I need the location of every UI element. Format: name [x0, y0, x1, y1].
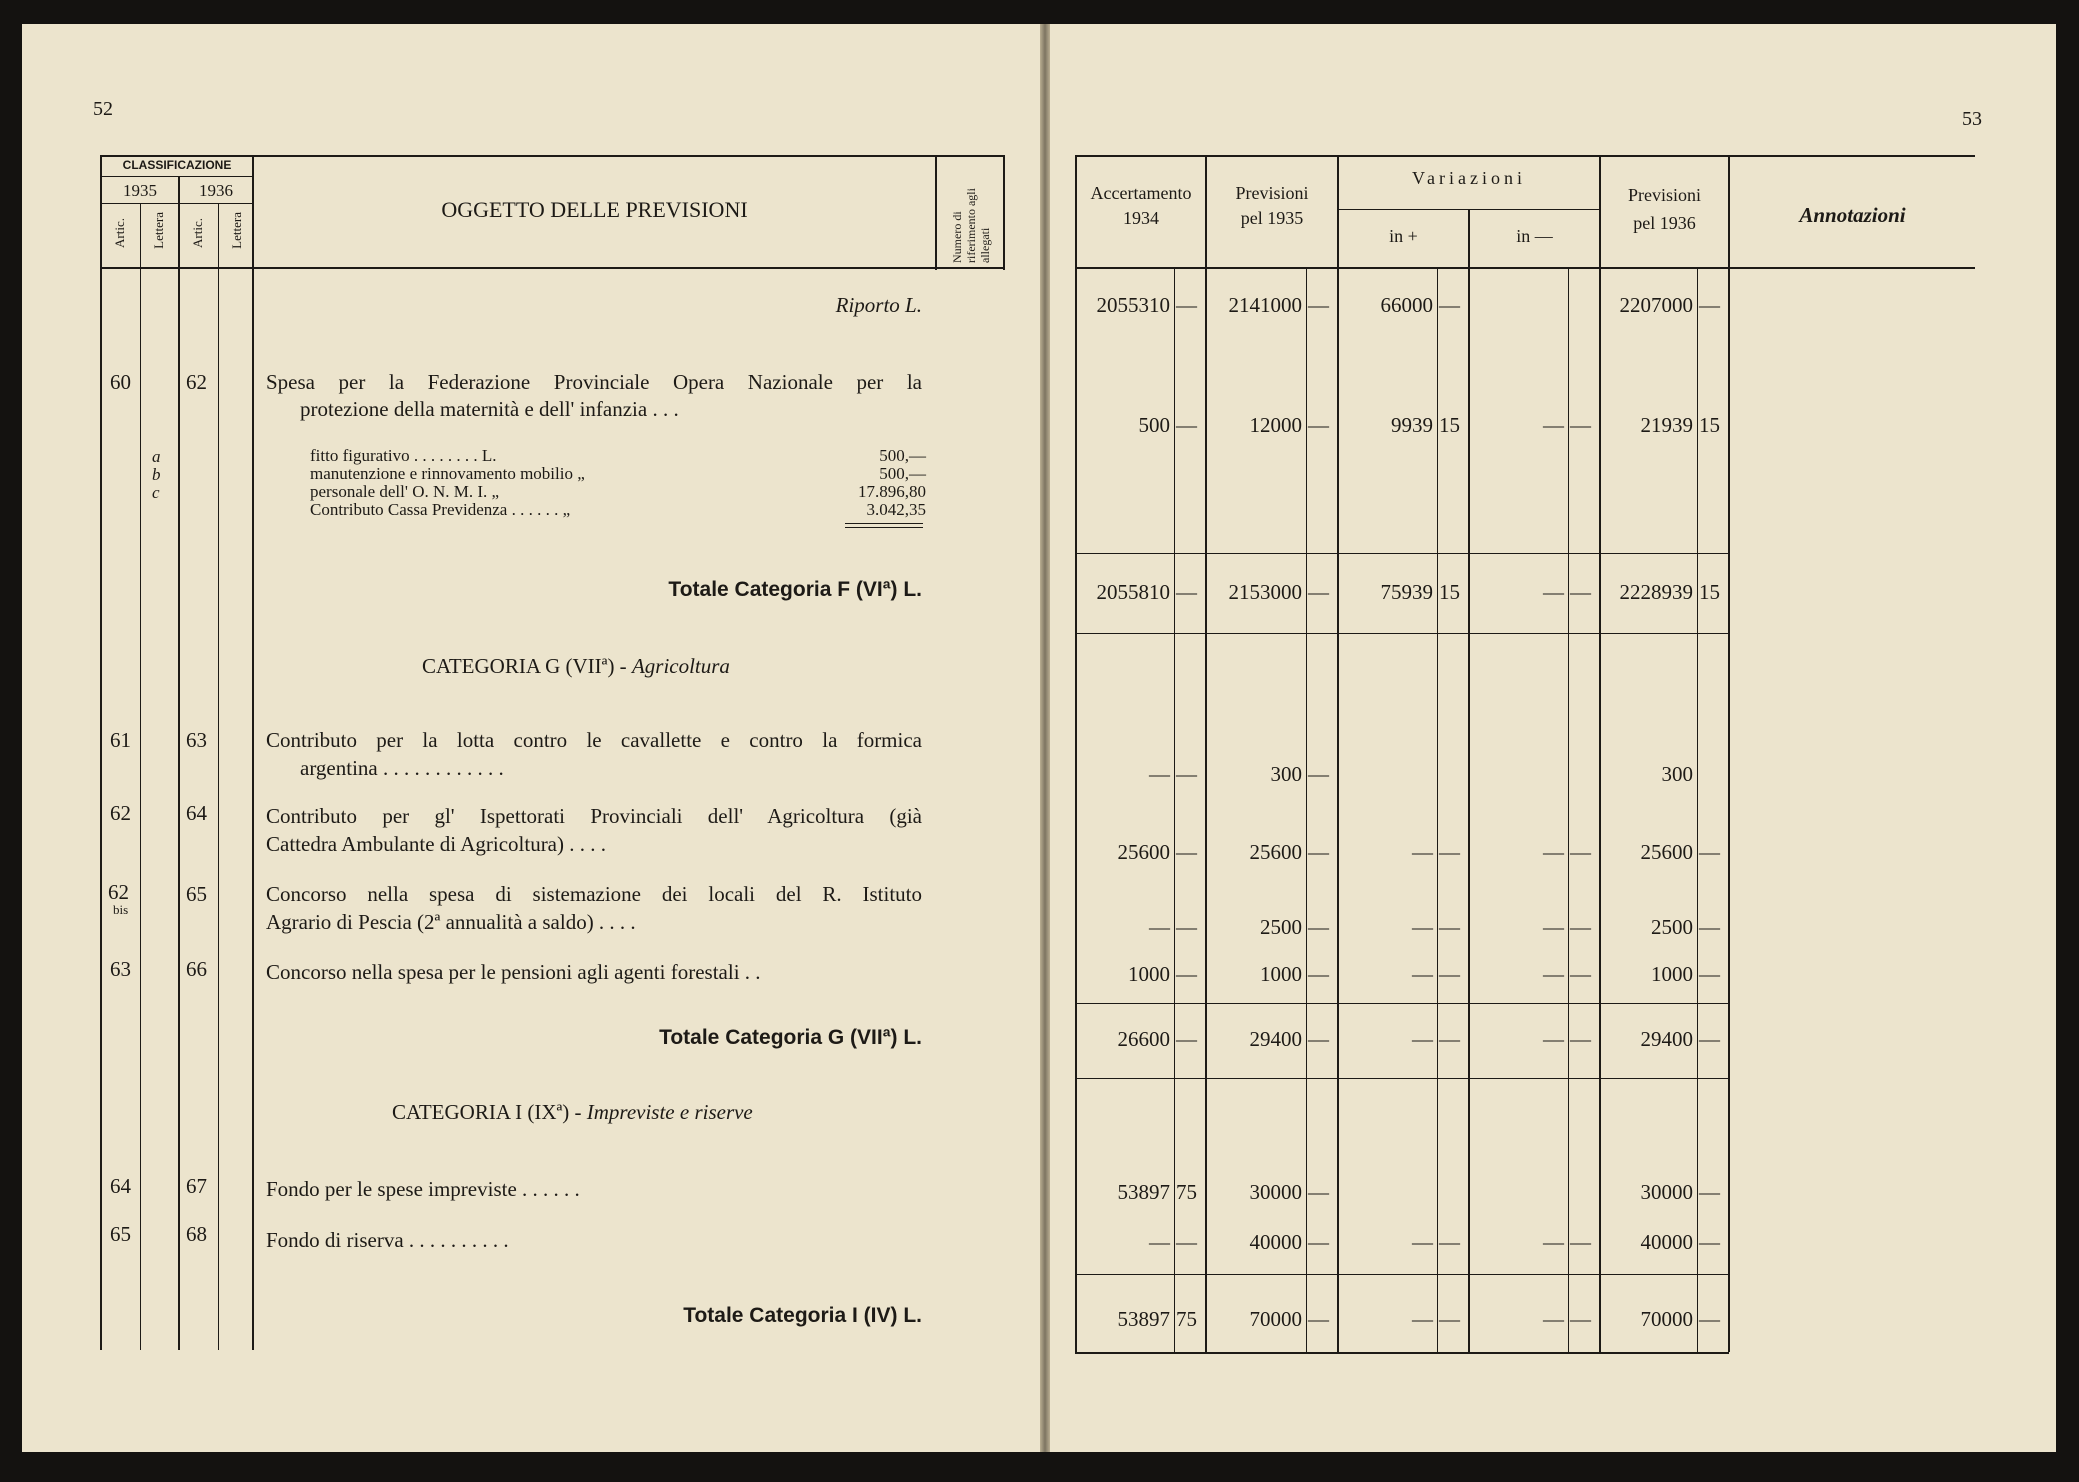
amount-main: 2055310	[1096, 293, 1170, 317]
amount-main: —	[1543, 962, 1564, 986]
artic-1935: 62	[110, 801, 131, 825]
amount-cents: —	[1570, 413, 1591, 437]
rule-top	[1075, 155, 1975, 157]
amount-main: 9939	[1391, 413, 1433, 437]
artic-1936: 63	[186, 728, 207, 752]
amount-cents: 75	[1176, 1180, 1197, 1204]
amount-cents: —	[1176, 580, 1197, 604]
row-text: Fondo di riserva . . . . . . . . . .	[266, 1228, 509, 1252]
rule-col	[1599, 155, 1601, 1352]
amount-cents: —	[1570, 580, 1591, 604]
amount-main: 2500	[1651, 915, 1693, 939]
amount-main: 30000	[1640, 1180, 1693, 1204]
amount-main: 53897	[1117, 1307, 1170, 1331]
amount-cents: —	[1176, 762, 1197, 786]
amount-cents: —	[1439, 1027, 1460, 1051]
rule-top	[100, 155, 1005, 157]
previsioni-1936-header: Previsioni	[1627, 185, 1701, 205]
amount-cents: —	[1439, 840, 1460, 864]
sub-item-value: 17.896,80	[858, 482, 926, 501]
amount-cents: —	[1699, 1180, 1720, 1204]
rule-col	[1075, 155, 1077, 1352]
amount-main: —	[1412, 962, 1433, 986]
amount-main: 2228939	[1619, 580, 1693, 604]
amount-main: —	[1543, 413, 1564, 437]
amount-cents: —	[1570, 962, 1591, 986]
row-text: Contributo per la lotta contro le cavallette e contro la formica	[266, 728, 922, 752]
amount-main: —	[1149, 762, 1170, 786]
oggetto-header: OGGETTO DELLE PREVISIONI	[441, 197, 748, 222]
amount-cents: —	[1699, 1230, 1720, 1254]
amount-cents: —	[1176, 413, 1197, 437]
amount-main: —	[1543, 580, 1564, 604]
rule-header-bottom	[1075, 267, 1975, 269]
artic-label: Artic.	[190, 218, 205, 248]
amount-main: —	[1412, 1230, 1433, 1254]
totale-categoria-i: Totale Categoria I (IV) L.	[683, 1304, 922, 1327]
amount-main: 75939	[1380, 580, 1433, 604]
bis-label: bis	[113, 902, 129, 917]
artic-1935: 60	[110, 370, 131, 394]
rule-header-bottom	[100, 267, 1005, 269]
amount-main: —	[1149, 915, 1170, 939]
amount-cents: —	[1570, 1027, 1591, 1051]
sub-item-label: Contributo Cassa Previdenza . . . . . . „	[310, 500, 571, 519]
amount-main: —	[1412, 1027, 1433, 1051]
amount-main: 1000	[1128, 962, 1170, 986]
amount-cents: —	[1570, 1230, 1591, 1254]
amount-main: 70000	[1640, 1307, 1693, 1331]
amount-cents: —	[1570, 1307, 1591, 1331]
amount-cents: —	[1699, 1027, 1720, 1051]
amount-main: 12000	[1249, 413, 1302, 437]
rule-cents	[1697, 269, 1698, 1352]
row-text: Cattedra Ambulante di Agricoltura) . . . .	[266, 832, 606, 856]
artic-1935: 62	[108, 880, 129, 904]
amount-main: 29400	[1249, 1027, 1302, 1051]
variazioni-minus-header: in —	[1516, 226, 1553, 246]
categoria-i-heading: CATEGORIA I (IXª) - Impreviste e riserve	[392, 1100, 753, 1124]
amount-cents: 75	[1176, 1307, 1197, 1331]
amount-main: 2207000	[1619, 293, 1693, 317]
amount-cents: —	[1699, 962, 1720, 986]
amount-cents: —	[1699, 1307, 1720, 1331]
amount-main: 25600	[1117, 840, 1170, 864]
rule-sub	[1337, 209, 1599, 210]
row-text: protezione della maternità e dell' infanzia . . .	[300, 397, 679, 421]
variazioni-plus-header: in +	[1389, 226, 1418, 246]
amount-cents: —	[1308, 293, 1329, 317]
amount-main: 500	[1138, 413, 1170, 437]
amount-cents: —	[1699, 840, 1720, 864]
amount-main: —	[1543, 1230, 1564, 1254]
rule-col	[140, 203, 141, 1350]
artic-1936: 64	[186, 801, 207, 825]
book-gutter	[1040, 24, 1050, 1452]
rule-cents	[1306, 269, 1307, 1352]
amount-cents: —	[1308, 1230, 1329, 1254]
artic-1935: 61	[110, 728, 131, 752]
categoria-g-heading: CATEGORIA G (VIIª) - Agricoltura	[422, 654, 730, 678]
year-1935-label: 1935	[123, 181, 157, 200]
amount-cents: —	[1308, 840, 1329, 864]
amount-main: 21939	[1640, 413, 1693, 437]
amount-cents: —	[1176, 1027, 1197, 1051]
artic-1935: 63	[110, 957, 131, 981]
sub-item-value: 500,—	[879, 446, 926, 465]
amount-cents: —	[1308, 962, 1329, 986]
amount-cents: —	[1439, 1307, 1460, 1331]
rule-cents	[1437, 269, 1438, 1352]
amount-main: —	[1543, 840, 1564, 864]
amount-main: —	[1543, 1027, 1564, 1051]
row-text: Agrario di Pescia (2ª annualità a saldo) . . . .	[266, 910, 636, 934]
amount-main: 300	[1661, 762, 1693, 786]
amount-cents: —	[1439, 1230, 1460, 1254]
amount-cents: —	[1308, 1307, 1329, 1331]
amount-cents: —	[1176, 293, 1197, 317]
artic-1936: 68	[186, 1222, 207, 1246]
amount-main: 2141000	[1228, 293, 1302, 317]
amount-cents: —	[1176, 915, 1197, 939]
amount-main: —	[1412, 840, 1433, 864]
amount-cents: —	[1699, 293, 1720, 317]
accertamento-year: 1934	[1123, 208, 1159, 228]
page-number-left: 52	[93, 98, 113, 120]
sub-item-value: 500,—	[879, 464, 926, 483]
rule-col	[1205, 155, 1207, 1352]
page-number-right: 53	[1962, 108, 1982, 130]
amount-cents: —	[1176, 962, 1197, 986]
amount-main: 53897	[1117, 1180, 1170, 1204]
rule-total	[1075, 1003, 1729, 1004]
row-text: Fondo per le spese impreviste . . . . . .	[266, 1177, 580, 1201]
amount-main: 40000	[1249, 1230, 1302, 1254]
rule-col	[252, 155, 254, 1350]
rule-col	[218, 203, 219, 1350]
sub-item-label: manutenzione e rinnovamento mobilio „	[310, 464, 585, 483]
amount-cents: 15	[1439, 580, 1460, 604]
amount-main: 2500	[1260, 915, 1302, 939]
amount-cents: —	[1176, 840, 1197, 864]
amount-cents: —	[1570, 840, 1591, 864]
artic-1936: 66	[186, 957, 207, 981]
lettera-label: Lettera	[151, 212, 166, 249]
previsioni-1936-year: pel 1936	[1633, 213, 1696, 233]
amount-cents: —	[1439, 293, 1460, 317]
amount-main: —	[1543, 915, 1564, 939]
sum-rule	[845, 523, 923, 524]
amount-main: 2153000	[1228, 580, 1302, 604]
amount-main: 66000	[1380, 293, 1433, 317]
amount-main: 40000	[1640, 1230, 1693, 1254]
lettera-label: Lettera	[229, 212, 244, 249]
amount-main: 70000	[1249, 1307, 1302, 1331]
sub-item-label: personale dell' O. N. M. I. „	[310, 482, 500, 501]
rule-col	[1728, 155, 1730, 1352]
row-text: Concorso nella spesa per le pensioni agli agenti forestali . .	[266, 960, 761, 984]
amount-main: 300	[1270, 762, 1302, 786]
row-text: Contributo per gl' Ispettorati Provinciali dell' Agricoltura (già	[266, 804, 922, 828]
artic-1936: 67	[186, 1174, 207, 1198]
amount-cents: 15	[1699, 413, 1720, 437]
rule-col	[100, 155, 102, 1350]
rule-total	[1075, 1274, 1729, 1275]
amount-main: 26600	[1117, 1027, 1170, 1051]
amount-cents: —	[1439, 915, 1460, 939]
amount-cents: —	[1308, 1180, 1329, 1204]
sub-item-value: 3.042,35	[866, 500, 926, 519]
classificazione-label: CLASSIFICAZIONE	[122, 158, 232, 172]
totale-categoria-g: Totale Categoria G (VIIª) L.	[659, 1026, 922, 1049]
totale-categoria-f: Totale Categoria F (VIª) L.	[668, 578, 922, 601]
previsioni-1935-year: pel 1935	[1240, 208, 1304, 228]
amount-main: 30000	[1249, 1180, 1302, 1204]
artic-label: Artic.	[112, 218, 127, 248]
amount-cents: —	[1308, 1027, 1329, 1051]
amount-main: 25600	[1249, 840, 1302, 864]
rule-col	[935, 155, 937, 270]
sub-item-label: fitto figurativo . . . . . . . . L.	[310, 446, 497, 465]
variazioni-header: Variazioni	[1412, 168, 1526, 188]
amount-cents: —	[1308, 762, 1329, 786]
riporto-label: Riporto L.	[835, 293, 922, 317]
rule-cents	[1568, 269, 1569, 1352]
amount-main: 29400	[1640, 1027, 1693, 1051]
rule-cents	[1174, 269, 1175, 1352]
rule-total	[1075, 1078, 1729, 1079]
amount-main: —	[1149, 1230, 1170, 1254]
amount-cents: 15	[1439, 413, 1460, 437]
row-text: argentina . . . . . . . . . . . .	[300, 756, 504, 780]
annotazioni-header: Annotazioni	[1799, 203, 1906, 227]
amount-main: 1000	[1260, 962, 1302, 986]
amount-main: —	[1543, 1307, 1564, 1331]
amount-main: 2055810	[1096, 580, 1170, 604]
amount-cents: —	[1176, 1230, 1197, 1254]
rule-bottom	[1075, 1352, 1729, 1354]
amount-cents: —	[1699, 915, 1720, 939]
rule-col	[1468, 210, 1470, 1352]
rule-total	[1075, 553, 1729, 554]
rule-sub	[100, 176, 253, 177]
letter-b: b	[152, 465, 161, 484]
letter-a: a	[152, 447, 161, 466]
amount-cents: —	[1308, 580, 1329, 604]
artic-1935: 65	[110, 1222, 131, 1246]
year-1936-label: 1936	[199, 181, 233, 200]
amount-cents: —	[1308, 915, 1329, 939]
previsioni-1935-header: Previsioni	[1235, 183, 1309, 203]
amount-main: 25600	[1640, 840, 1693, 864]
artic-1935: 64	[110, 1174, 131, 1198]
row-text: Spesa per la Federazione Provinciale Opera Nazionale per la	[266, 370, 922, 394]
accertamento-header: Accertamento	[1090, 183, 1192, 203]
rule-col	[1003, 155, 1005, 270]
rule-col	[178, 177, 180, 1350]
letter-c: c	[152, 483, 160, 502]
amount-cents: 15	[1699, 580, 1720, 604]
amount-cents: —	[1308, 413, 1329, 437]
amount-cents: —	[1439, 962, 1460, 986]
amount-cents: —	[1570, 915, 1591, 939]
rule-sub	[100, 203, 253, 204]
row-text: Concorso nella spesa di sistemazione dei locali del R. Istituto	[266, 882, 922, 906]
numero-riferimento-header: Numero di riferimento agli allegati	[950, 188, 992, 263]
sum-rule	[845, 527, 923, 528]
amount-main: —	[1412, 915, 1433, 939]
amount-main: —	[1412, 1307, 1433, 1331]
artic-1936: 62	[186, 370, 207, 394]
rule-col	[1337, 155, 1339, 1352]
artic-1936: 65	[186, 882, 207, 906]
rule-total	[1075, 633, 1729, 634]
amount-main: 1000	[1651, 962, 1693, 986]
